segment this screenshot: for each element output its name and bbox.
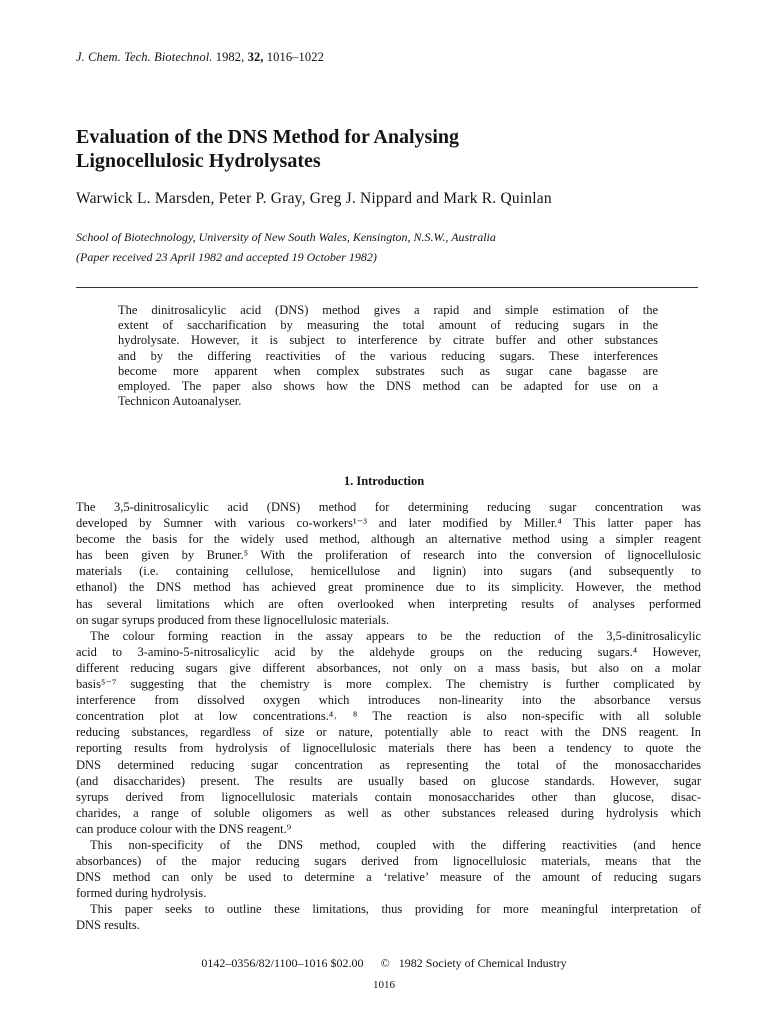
copyright-icon: © [380,956,390,970]
body-line: This non-specificity of the DNS method, coupled with the differing reactivities (and hence [90,837,701,852]
title-line-1: Evaluation of the DNS Method for Analysing [76,126,460,148]
body-line: developed by Sumner with various co-workers¹⁻³ and later modified by Miller.⁴ This latter paper has [76,516,701,531]
body-line: concentration plot at low concentrations.⁴˒ ⁸ The reaction is also non-specific with all soluble [76,709,701,724]
body-line: absorbances) of the major reducing sugars derived from lignocellulosic materials, means that the [76,854,701,869]
article-code: 0142–0356/82/1100–1016 $02.00 [201,956,364,970]
journal-year: 1982, [215,50,245,64]
abstract-line: The dinitrosalicylic acid (DNS) method gives a rapid and simple estimation of the [118,303,658,317]
page-number: 1016 [373,979,395,991]
body-line: different reducing sugars give different absorbances, not only on a mass basis, but also on a molar [76,660,701,675]
abstract-line: extent of saccharification by measuring the total amount of reducing sugars in the [118,318,658,333]
header-divider [76,287,698,288]
affiliation: School of Biotechnology, University of New South Wales, Kensington, N.S.W., Australia [76,230,496,244]
body-line: become the basis for the widely used method, although an alternative method using a simpler reagent [76,532,701,547]
section-heading: 1. Introduction [343,474,425,488]
abstract-line: and by the differing reactivities of the various reducing sugars. These interferences [118,348,658,363]
body-line: on sugar syrups produced from these lignocellulosic materials. [76,612,390,627]
body-line: has several limitations which are often overlooked when interpreting results of analyses performed [76,596,701,611]
author-list: Warwick L. Marsden, Peter P. Gray, Greg J. Nippard and Mark R. Quinlan [76,190,552,207]
body-line: ethanol) the DNS method has achieved great prominence due to its simplicity. However, the method [76,580,701,595]
body-line: basis⁵⁻⁷ suggesting that the chemistry is more complex. The chemistry is further complicated by [76,677,701,692]
body-line: formed during hydrolysis. [76,886,207,901]
title-line-2: Lignocellulosic Hydrolysates [76,150,321,172]
body-line: can produce colour with the DNS reagent.⁹ [76,821,292,836]
body-line: interference from dissolved oxygen which introduces non-linearity into the absorbance versus [76,693,701,708]
article-title [76,125,636,173]
body-line: This paper seeks to outline these limitations, thus providing for more meaningful interpretation of [90,902,701,917]
body-text [76,499,701,934]
journal-volume: 32, [247,50,264,64]
body-line: has been given by Bruner.⁵ With the proliferation of research into the conversion of lignocellulosic [76,548,701,563]
abstract-line: become more apparent when complex substrates such as sugar cane bagasse are [118,363,658,378]
page-footer [0,956,768,971]
body-line: DNS determined reducing sugar concentration as representing the total of the monosaccharides [76,757,701,772]
copyright-society: 1982 Society of Chemical Industry [398,956,567,970]
body-line: The colour forming reaction in the assay appears to be the reduction of the 3,5-dinitrosalicylic [90,628,701,643]
received-dates: (Paper received 23 April 1982 and accepted 19 October 1982) [76,250,377,264]
body-line: reporting results from hydrolysis of lignocellulosic materials there has been a tendency to quote the [76,741,701,756]
abstract-line: employed. The paper also shows how the DNS method can be adapted for use on a [118,379,658,394]
body-line: DNS results. [76,918,140,933]
journal-pages: 1016–1022 [266,50,324,64]
abstract-line: Technicon Autoanalyser. [118,394,242,409]
body-line: reducing substances, regardless of size or nature, potentially able to react with the DNS reagent. In [76,725,701,740]
journal-name: J. Chem. Tech. Biotechnol. [76,50,213,64]
abstract [118,303,658,409]
body-line: syrups derived from lignocellulosic materials contain monosaccharides other than glucose, disac- [76,789,701,804]
body-line: (and disaccharides) present. The results are usually based on glucose standards. However, sugar [76,773,701,788]
abstract-line: hydrolysate. However, it is subject to interference by citrate buffer and other substances [118,333,658,348]
journal-citation [76,50,324,65]
body-line: charides, a range of soluble oligomers as well as other substances released during hydrolysis which [76,805,701,820]
body-line: acid to 3-amino-5-nitrosalicylic acid by the aldehyde groups on the reducing sugars.⁴ However, [76,644,701,659]
body-line: materials (i.e. containing cellulose, hemicellulose and lignin) into sugars (and subsequently to [76,564,701,579]
body-line: The 3,5-dinitrosalicylic acid (DNS) method for determining reducing sugar concentration was [76,500,701,514]
body-line: DNS method can only be used to determine a ‘relative’ measure of the amount of reducing sugars [76,870,701,885]
